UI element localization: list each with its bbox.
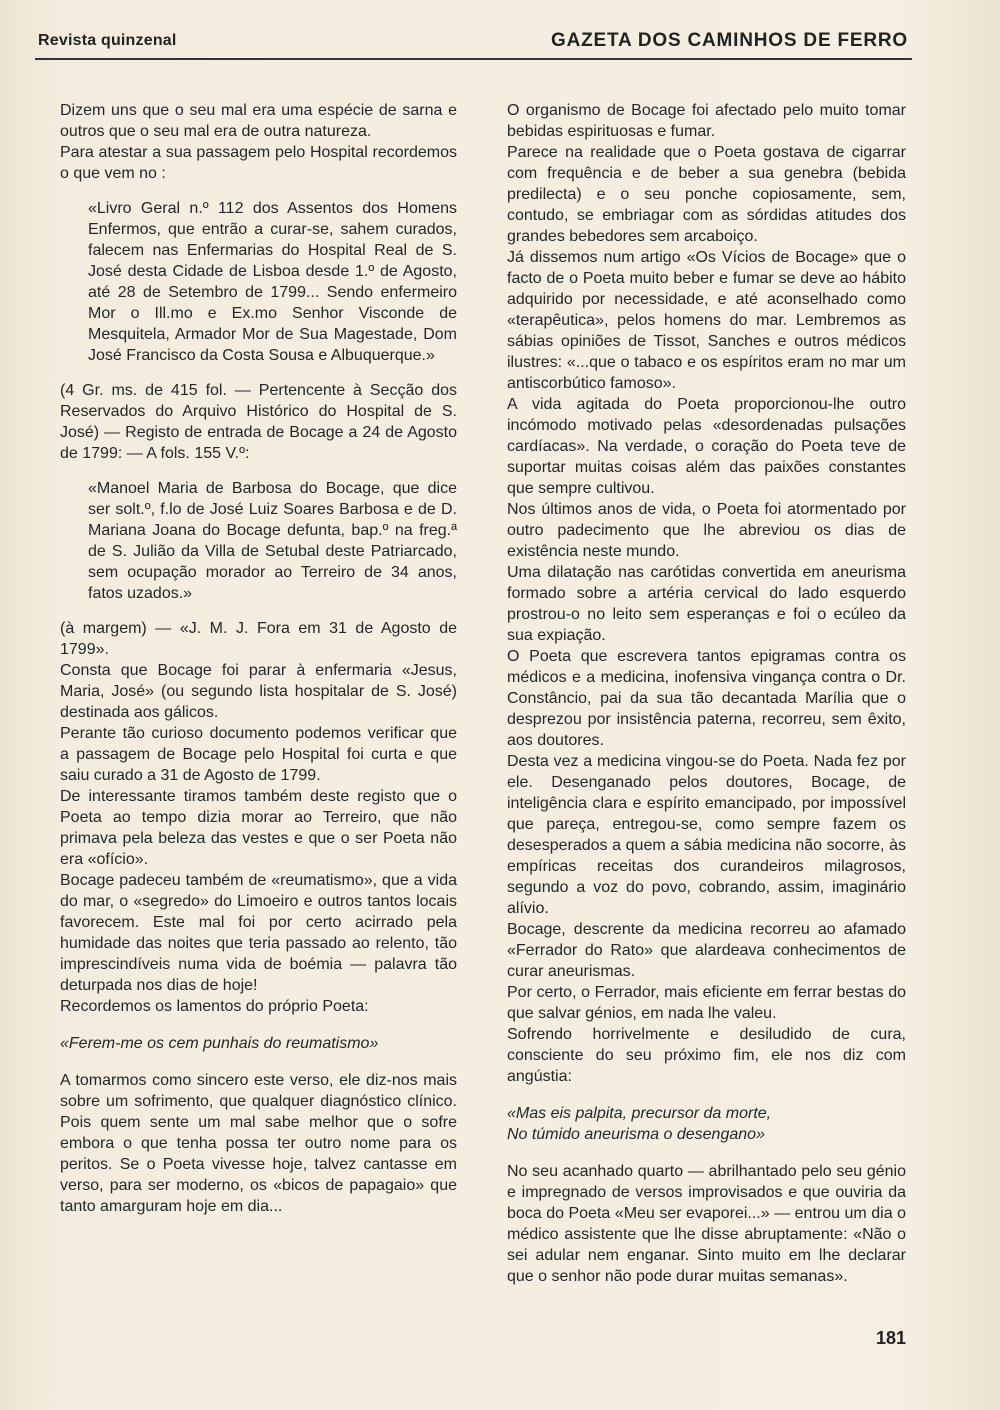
paragraph: Consta que Bocage foi parar à enfermaria «Jesus, Maria, José» (ou segundo lista hospitalar de S. José) destinada aos gálicos. [60, 662, 457, 721]
verse-line: No túmido aneurisma o desengano» [507, 1126, 765, 1143]
paragraph: Bocage, descrente da medicina recorreu ao afamado «Ferrador do Rato» que alardeava conhecimentos de curar aneurismas. [507, 921, 906, 980]
paragraph: Perante tão curioso documento podemos verificar que a passagem de Bocage pelo Hospital foi curta e que saiu curado a 31 de Agosto de 1799. [60, 725, 457, 784]
paragraph: No seu acanhado quarto — abrilhantado pelo seu génio e impregnado de versos improvisados e que ouviria da boca do Poeta «Meu ser evaporei...» — entrou um dia o médico assistente que lhe disse abruptamente: «Não o sei adular nem enganar. Sinto muito em lhe declarar que o senhor não pode durar muitas semanas». [507, 1163, 906, 1285]
quoted-register-entry: «Manoel Maria de Barbosa do Bocage, que dice ser solt.º, f.lo de José Luiz Soares Barbosa e de D. Mariana Joana do Bocage defunta, bap.º na freg.ª de S. Julião da Villa de Setubal deste Patriarcado, sem ocupação morador ao Terreiro de 34 anos, fatos uzados.» [88, 480, 457, 602]
verse-line: «Mas eis palpita, precursor da morte, [507, 1105, 772, 1122]
verse-quote: «Ferem-me os cem punhais do reumatismo» [60, 1035, 379, 1052]
journal-subtitle: Revista quinzenal [38, 32, 177, 49]
paragraph: Uma dilatação nas carótidas convertida em aneurisma formado sobre a artéria cervical do lado esquerdo prostrou-o no leito sem esperanças e foi o ecúleo da sua expiação. [507, 564, 906, 644]
journal-title: GAZETA DOS CAMINHOS DE FERRO [550, 30, 908, 51]
left-column [60, 100, 457, 1217]
paragraph: Por certo, o Ferrador, mais eficiente em ferrar bestas do que salvar génios, em nada lhe valeu. [507, 984, 906, 1022]
paragraph: (à margem) — «J. M. J. Fora em 31 de Agosto de 1799». [60, 620, 457, 658]
paragraph: (4 Gr. ms. de 415 fol. — Pertencente à Secção dos Reservados do Arquivo Histórico do Hospital de S. José) — Registo de entrada de Bocage a 24 de Agosto de 1799: — A fols. 155 V.º: [60, 382, 457, 462]
paragraph: Desta vez a medicina vingou-se do Poeta. Nada fez por ele. Desenganado pelos doutores, Bocage, de inteligência clara e espírito emancipado, por impossível que pareça, entregou-se, como sempre fazem os desesperados a quem a sábia medicina não socorre, às empíricas receitas dos curandeiros milagrosos, segundo a voz do povo, cobrando, assim, imaginário alívio. [507, 753, 906, 917]
header-rule [35, 58, 912, 60]
quoted-register-entry: «Livro Geral n.º 112 dos Assentos dos Homens Enfermos, que entrão a curar-se, sahem curados, falecem nas Enfermarias do Hospital Real de S. José desta Cidade de Lisboa desde 1.º de Agosto, até 28 de Setembro de 1799... Sendo enfermeiro Mor o Ill.mo e Ex.mo Senhor Visconde de Mesquitela, Armador Mor de Sua Magestade, Dom José Francisco da Costa Sousa e Albuquerque.» [88, 200, 457, 364]
right-column [507, 100, 906, 1287]
paragraph: Recordemos os lamentos do próprio Poeta: [60, 998, 369, 1015]
paragraph: Parece na realidade que o Poeta gostava de cigarrar com frequência e de beber a sua genebra (bebida predilecta) e o seu ponche copiosamente, sem, contudo, se embriagar com as sórdidas atitudes dos grandes bebedores sem arcaboiço. [507, 144, 906, 245]
paragraph: Dizem uns que o seu mal era uma espécie de sarna e outros que o seu mal era de outra natureza. [60, 102, 457, 140]
paragraph: O Poeta que escrevera tantos epigramas contra os médicos e a medicina, inofensiva vingança contra o Dr. Constâncio, pai da sua tão decantada Marília que o desprezou por insistência paterna, recorreu, sem êxito, aos doutores. [507, 648, 906, 749]
paragraph: A vida agitada do Poeta proporcionou-lhe outro incómodo motivado pelas «desordenadas pulsações cardíacas». Na verdade, o coração do Poeta teve de suportar muitas coisas além das paixões constantes que sempre cultivou. [507, 396, 906, 497]
paragraph: Nos últimos anos de vida, o Poeta foi atormentado por outro padecimento que lhe abreviou os dias de existência neste mundo. [507, 501, 906, 560]
paragraph: A tomarmos como sincero este verso, ele diz-nos mais sobre um sofrimento, que qualquer diagnóstico clínico. Pois quem sente um mal sabe melhor que o sofre embora o que tenha possa ter outro nome para os peritos. Se o Poeta vivesse hoje, talvez cantasse em verso, para ser moderno, os «bicos de papagaio» que tanto amarguram hoje em dia... [60, 1072, 457, 1215]
paragraph: Sofrendo horrivelmente e desiludido de cura, consciente do seu próximo fim, ele nos diz com angústia: [507, 1026, 906, 1085]
paragraph: O organismo de Bocage foi afectado pelo muito tomar bebidas espirituosas e fumar. [507, 102, 906, 140]
paragraph: Já dissemos num artigo «Os Vícios de Bocage» que o facto de o Poeta muito beber e fumar se deve ao hábito adquirido por necessidade, e até aconselhado como «terapêutica», pelos homens do mar. Lembremos as sábias opiniões de Tissot, Sanches e outros médicos ilustres: «...que o tabaco e os espíritos eram no mar um antiscorbútico famoso». [507, 249, 906, 392]
page-number: 181 [875, 1328, 906, 1348]
paragraph: Para atestar a sua passagem pelo Hospital recordemos o que vem no : [60, 144, 457, 182]
paragraph: Bocage padeceu também de «reumatismo», que a vida do mar, o «segredo» do Limoeiro e outros tantos locais favorecem. Este mal foi por certo acirrado pela humidade das noites que teria passado ao relento, tão imprescindíveis numa vida de boémia — palavra tão deturpada nos dias de hoje! [60, 872, 457, 994]
paragraph: De interessante tiramos também deste registo que o Poeta ao tempo dizia morar ao Terreiro, que não primava pela beleza das vestes e que o ser Poeta não era «ofício». [60, 788, 457, 868]
